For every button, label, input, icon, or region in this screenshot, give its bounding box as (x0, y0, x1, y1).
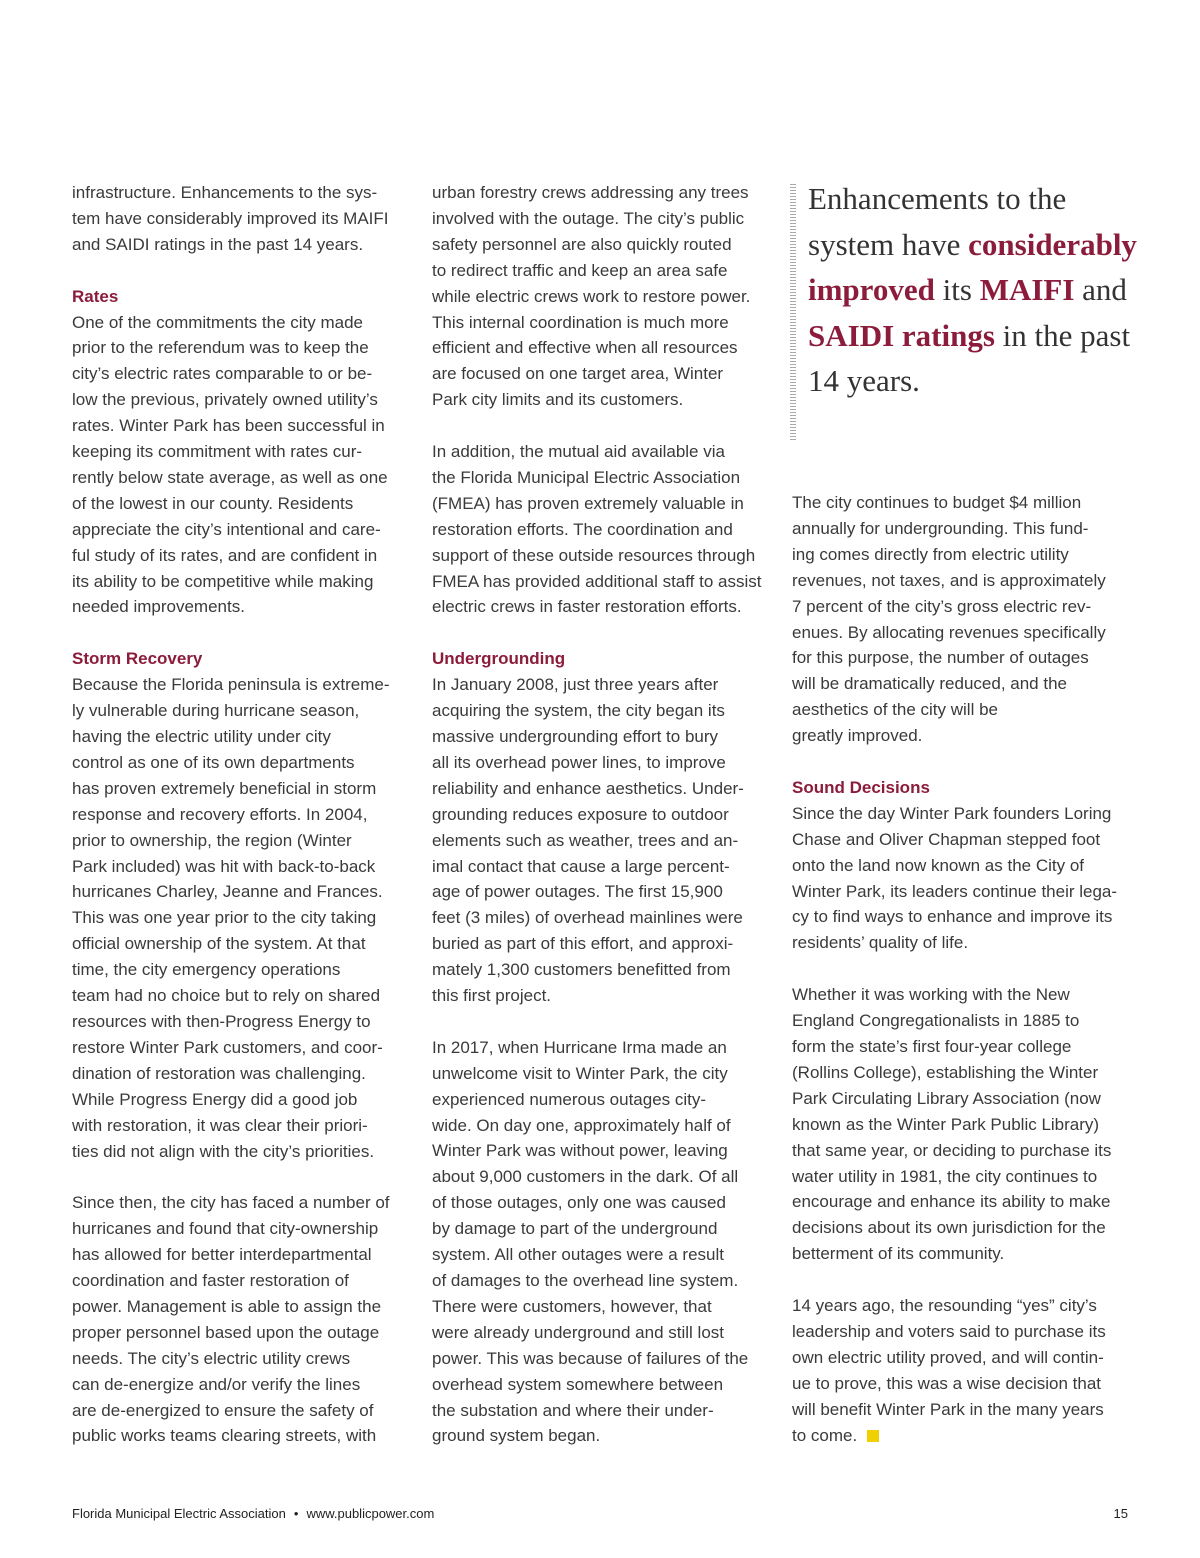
column-2 (432, 180, 772, 1475)
pull-quote-highlight: SAIDI ratings (808, 317, 995, 353)
storm-recovery-heading: Storm Recovery (72, 649, 203, 669)
rates-heading: Rates (72, 286, 119, 306)
column-3 (792, 490, 1127, 1474)
budget-paragraph: The city continues to budget $4 million annually for undergrounding. This fund- ing comes directly from electric utility revenues, not taxes, and is approximately 7 percent of the city’s gross electric rev- enues. By allocating revenues specifically for this purpose, the number of outages will be dramatically reduced, and the aesthetics of the city will be greatly improved. (792, 493, 1106, 746)
sound-decisions-paragraph: Since the day Winter Park founders Loring Chase and Oliver Chapman stepped foot onto the land now known as the City of Winter Park, its leaders continue their lega- cy to find ways to enhance and improve its residents’ quality of life. (792, 803, 1118, 953)
column-1 (72, 180, 406, 1475)
mutual-aid-paragraph: In addition, the mutual aid available via the Florida Municipal Electric Association (FMEA) has proven extremely valuable in restoration efforts. The coordination and support of these outside resources through FMEA has provided additional staff to assist electric crews in faster restoration efforts. (432, 442, 762, 617)
footer-url: www.publicpower.com (306, 1506, 435, 1521)
sound-decisions-heading: Sound Decisions (792, 777, 930, 797)
footer-separator: • (293, 1506, 299, 1521)
intro-paragraph: infrastructure. Enhancements to the sys- tem have considerably improved its MAIFI and SAIDI ratings in the past 14 years. (72, 183, 389, 254)
undergrounding-paragraph: In January 2008, just three years after acquiring the system, the city began its massive undergrounding effort to bury all its overhead power lines, to improve reliability and enhance aesthetics. Under- grounding reduces exposure to outdoor elements such as weather, trees and an- imal contact that cause a large percent- age of power outages. The first 15,900 feet (3 miles) of overhead mainlines were buried as part of this effort, and approxi- mately 1,300 customers benefitted from this first project. (432, 675, 744, 1006)
pull-quote-bar (790, 184, 796, 440)
page-number: 15 (1113, 1506, 1128, 1521)
hurricane-irma-paragraph: In 2017, when Hurricane Irma made an unwelcome visit to Winter Park, the city experienced numerous outages city- wide. On day one, approximately half of Winter Park was without power, leaving about 9,000 customers in the dark. Of all of those outages, only one was caused by damage to part of the underground system. All other outages were a result of damages to the overhead line system. There were customers, however, that were already underground and still lost power. This was because of failures of the overhead system somewhere between the substation and where their under- ground system began. (432, 1037, 749, 1446)
storm-recovery-paragraph: Because the Florida peninsula is extreme- ly vulnerable during hurricane season, having the electric utility under city control as one of its own departments has proven extremely beneficial in storm response and recovery efforts. In 2004, prior to ownership, the region (Winter Park included) was hit with back-to-back hurricanes Charley, Jeanne and Frances. This was one year prior to the city taking official ownership of the system. At that time, the city emergency operations team had no choice but to rely on shared resources with then-Progress Energy to restore Winter Park customers, and coor- dination of restoration was challenging. While Progress Energy did a good job with restoration, it was clear their priori- ties did not align with the city’s priorities. (72, 675, 390, 1161)
since-then-paragraph: Since then, the city has faced a number of hurricanes and found that city-ownership has allowed for better interdepartmental coordination and faster restoration of power. Management is able to assign the proper personnel based upon the outage needs. The city’s electric utility crews can de-energize and/or verify the lines are de-energized to ensure the safety of public works teams clearing streets, with (72, 1193, 390, 1446)
end-mark-icon (867, 1430, 879, 1442)
pull-quote: Enhancements to the system have considerably improved its MAIFI and SAIDI ratings in the past 14 years. (808, 176, 1138, 404)
page-footer (72, 1506, 1128, 1528)
forestry-paragraph: urban forestry crews addressing any trees involved with the outage. The city’s public safety personnel are also quickly routed to redirect traffic and keep an area safe while electric crews work to restore power. This internal coordination is much more efficient and effective when all resources are focused on one target area, Winter Park city limits and its customers. (432, 183, 751, 410)
history-paragraph: Whether it was working with the New England Congregationalists in 1885 to form the state’s first four-year college (Rollins College), establishing the Winter Park Circulating Library Association (now known as the Winter Park Public Library) that same year, or deciding to purchase its water utility in 1981, the city continues to encourage and enhance its ability to make decisions about its own jurisdiction for the betterment of its community. (792, 985, 1112, 1264)
pull-quote-highlight: considerably improved (808, 226, 1137, 307)
rates-paragraph: One of the commitments the city made prior to the referendum was to keep the city’s electric rates comparable to or be- low the previous, privately owned utility’s rates. Winter Park has been successful in keeping its commitment with rates cur- rently below state average, as well as one of the lowest in our county. Residents appreciate the city’s intentional and care- ful study of its rates, and are confident in its ability to be competitive while making needed improvements. (72, 312, 388, 617)
closing-paragraph: 14 years ago, the resounding “yes” city’s leadership and voters said to purchase its own electric utility proved, and will contin- ue to prove, this was a wise decision that will benefit Winter Park in the many years to come. (792, 1296, 1106, 1445)
undergrounding-heading: Undergrounding (432, 649, 566, 669)
pull-quote-highlight: MAIFI (979, 272, 1075, 307)
footer-org: Florida Municipal Electric Association (72, 1506, 286, 1521)
